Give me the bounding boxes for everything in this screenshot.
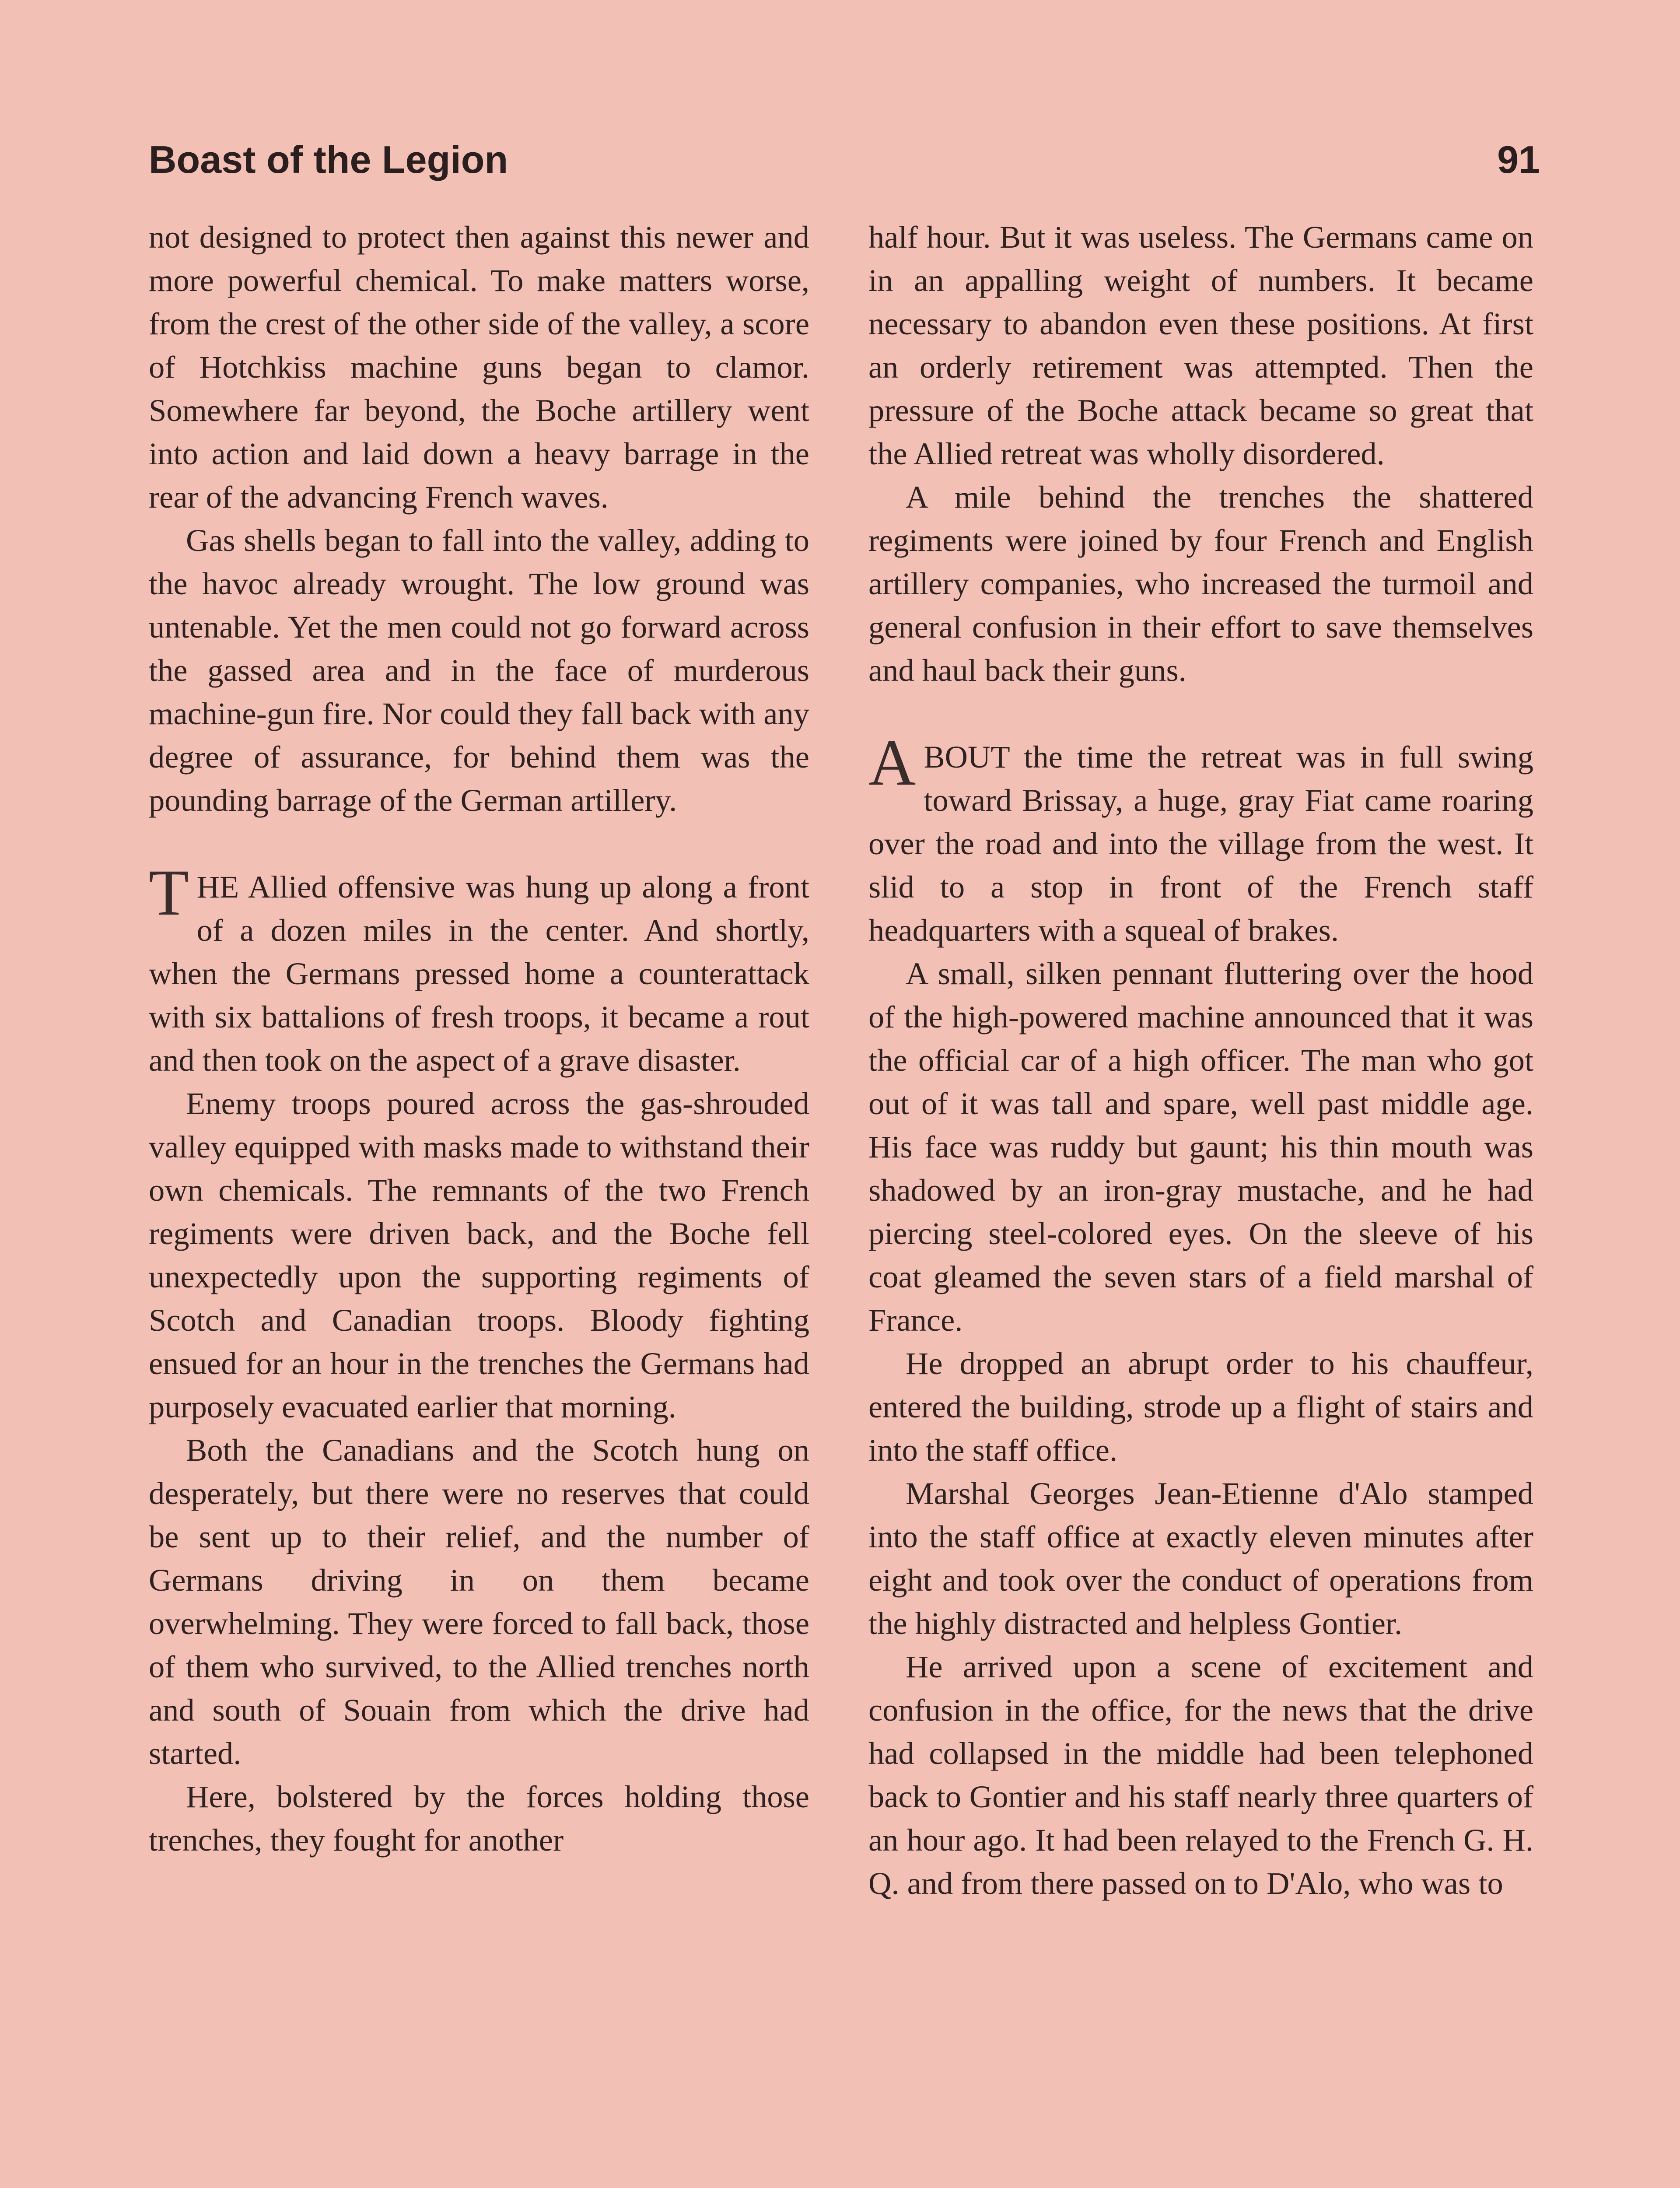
page-header (149, 127, 1540, 193)
page-number: 91 (1497, 138, 1540, 181)
running-title: Boast of the Legion (149, 138, 508, 181)
paragraph: He arrived upon a scene of excitement and confusion in the office, for the news that the drive had collapsed in the middle had been telephoned back to Gontier and his staff nearly three quarters of an hour ago. It had been relayed to the French G. H. Q. and from there passed on to D'Alo, who was to (868, 1649, 1533, 1901)
section-paragraph (149, 856, 809, 1082)
paragraph: Enemy troops poured across the gas-shrouded valley equipped with masks made to withstand their own chemicals. The remnants of the two French regiments were driven back, and the Boche fell unexpectedly upon the supporting regiments of Scotch and Canadian troops. Bloody fighting ensued for an hour in the trenches the Germans had purposely evacuated earlier that morning. (149, 1086, 809, 1424)
paragraph: Both the Canadians and the Scotch hung on desperately, but there were no reserves that could be sent up to their relief, and the number of Germans driving in on them became overwhelming. They were forced to fall back, those of them who survived, to the Allied trenches north and south of Souain from which the drive had started. (149, 1432, 809, 1771)
paragraph: Here, bolstered by the forces holding those trenches, they fought for another (149, 1779, 809, 1858)
drop-cap: T (149, 856, 189, 929)
section-paragraph (868, 726, 1533, 952)
paragraph: Marshal Georges Jean-Etienne d'Alo stamped into the staff office at exactly eleven minutes after eight and took over the conduct of operations from the highly distracted and helpless Gontier. (868, 1476, 1533, 1641)
paragraph: A mile behind the trenches the shattered regiments were joined by four French and English artillery companies, who increased the turmoil and general confusion in their effort to save themselves and haul back their guns. (868, 479, 1533, 688)
right-column (868, 215, 1533, 1905)
paragraph-text: BOUT the time the retreat was in full swing toward Brissay, a huge, gray Fiat came roaring over the road and into the village from the west. It slid to a stop in front of the French staff headquarters with a squeal of brakes. (868, 739, 1533, 948)
paragraph: A small, silken pennant fluttering over the hood of the high-powered machine announced that it was the official car of a high officer. The man who got out of it was tall and spare, well past middle age. His face was ruddy but gaunt; his thin mouth was shadowed by an iron-gray mustache, and he had piercing steel-colored eyes. On the sleeve of his coat gleamed the seven stars of a field marshal of France. (868, 956, 1533, 1338)
paragraph: half hour. But it was useless. The Germans came on in an appalling weight of numbers. It became necessary to abandon even these positions. At first an orderly retirement was attempted. Then the pressure of the Boche attack became so great that the Allied retreat was wholly disordered. (868, 219, 1533, 471)
paragraph: Gas shells began to fall into the valley, adding to the havoc already wrought. The low ground was untenable. Yet the men could not go forward across the gassed area and in the face of murderous machine-gun fire. Nor could they fall back with any degree of assurance, for behind them was the pounding barrage of the German artillery. (149, 522, 809, 818)
left-column (149, 215, 809, 1862)
paragraph: not designed to protect then against this newer and more powerful chemical. To make matters worse, from the crest of the other side of the valley, a score of Hotchkiss machine guns began to clamor. Somewhere far beyond, the Boche artillery went into action and laid down a heavy barrage in the rear of the advancing French waves. (149, 219, 809, 515)
paragraph: He dropped an abrupt order to his chauffeur, entered the building, strode up a flight of stairs and into the staff office. (868, 1346, 1533, 1468)
paragraph-text: HE Allied offensive was hung up along a front of a dozen miles in the center. And shortly, when the Germans pressed home a counterattack with six battalions of fresh troops, it became a rout and then took on the aspect of a grave disaster. (149, 869, 809, 1078)
drop-cap: A (868, 726, 916, 799)
